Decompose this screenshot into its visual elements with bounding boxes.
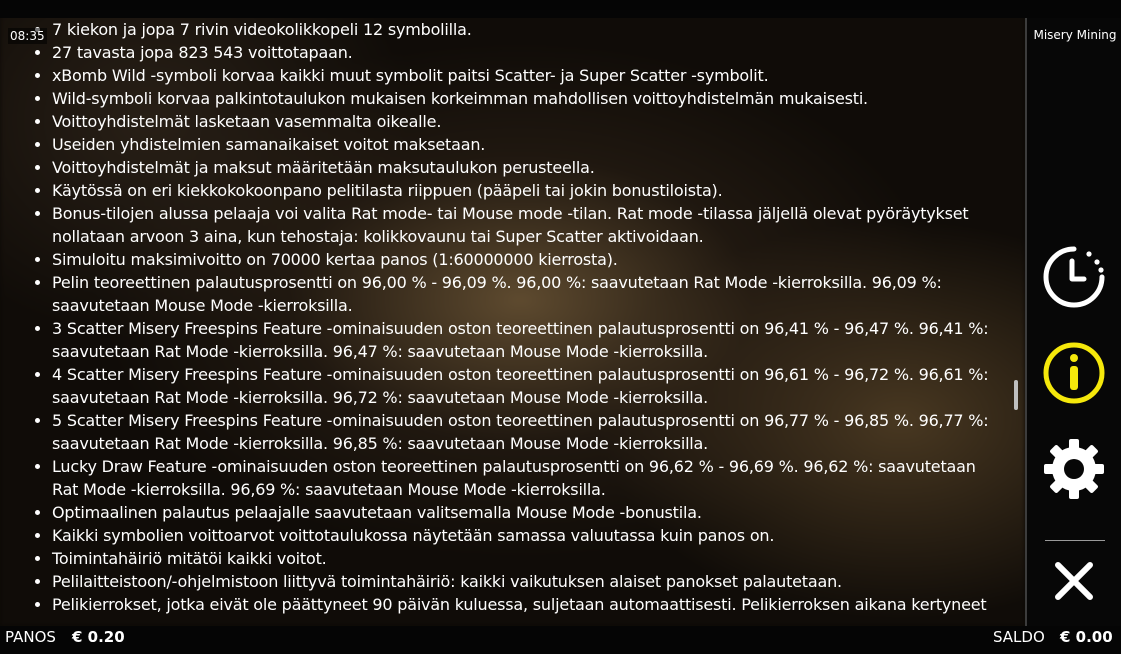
rule-item: • Bonus-tilojen alussa pelaaja voi valita Rat mode- tai Mouse mode -tilan. Rat mode -tilassa jäljellä olevat pyöräytykset nollataan arvoon 3 aina, kun tehostaja: kolikkovaunu tai Super Scatter aktivoidaan. [52, 202, 1000, 248]
rule-item: • xBomb Wild -symboli korvaa kaikki muut symbolit paitsi Scatter- ja Super Scatter -symbolit. [52, 64, 1000, 87]
rule-item: • 5 Scatter Misery Freespins Feature -ominaisuuden oston teoreettinen palautusprosentti on 96,77 % - 96,85 %. 96,77 %: saavutetaan Rat Mode -kierroksilla. 96,85 %: saavutetaan Mouse Mode -kierroksilla. [52, 409, 1000, 455]
rule-item: • Toimintahäiriö mitätöi kaikki voitot. [52, 547, 1000, 570]
rule-item: • Useiden yhdistelmien samanaikaiset voitot maksetaan. [52, 133, 1000, 156]
rule-item: • Pelin teoreettinen palautusprosentti on 96,00 % - 96,09 %. 96,00 %: saavutetaan Rat Mode -kierroksilla. 96,09 %: saavutetaan Mouse Mode -kierroksilla. [52, 271, 1000, 317]
rule-item: • Käytössä on eri kiekkokokoonpano pelitilasta riippuen (pääpeli tai jokin bonustiloista). [52, 179, 1000, 202]
close-button[interactable] [1041, 548, 1107, 614]
balance-label: SALDO [993, 628, 1045, 646]
rule-item: • Optimaalinen palautus pelaajalle saavutetaan valitsemalla Mouse Mode -bonustila. [52, 501, 1000, 524]
rules-list [30, 18, 1000, 616]
rule-item: • 3 Scatter Misery Freespins Feature -ominaisuuden oston teoreettinen palautusprosentti on 96,41 % - 96,47 %. 96,41 %: saavutetaan Rat Mode -kierroksilla. 96,47 %: saavutetaan Mouse Mode -kierroksilla. [52, 317, 1000, 363]
bottom-bar [0, 626, 1121, 654]
rule-item: • 4 Scatter Misery Freespins Feature -ominaisuuden oston teoreettinen palautusprosentti on 96,61 % - 96,72 %. 96,61 %: saavutetaan Rat Mode -kierroksilla. 96,72 %: saavutetaan Mouse Mode -kierroksilla. [52, 363, 1000, 409]
rule-item: • Simuloitu maksimivoitto on 70000 kertaa panos (1:60000000 kierrosta). [52, 248, 1000, 271]
clock-history-icon [1042, 245, 1106, 309]
rule-item: • Voittoyhdistelmät ja maksut määritetään maksutaulukon perusteella. [52, 156, 1000, 179]
settings-button[interactable] [1041, 436, 1107, 502]
rule-item: • 27 tavasta jopa 823 543 voittotapaan. [52, 41, 1000, 64]
close-icon [1052, 559, 1096, 603]
rule-item: • Wild-symboli korvaa palkintotaulukon mukaisen korkeimman mahdollisen voittoyhdistelmän mukaisesti. [52, 87, 1000, 110]
rule-item: • Pelikierrokset, jotka eivät ole päättyneet 90 päivän kuluessa, suljetaan automaattisesti. Pelikierroksen aikana kertyneet [52, 593, 1000, 616]
rule-item: • Kaikki symbolien voittoarvot voittotaulukossa näytetään samassa valuutassa kuin panos on. [52, 524, 1000, 547]
gear-icon [1042, 437, 1106, 501]
info-button[interactable] [1041, 340, 1107, 406]
history-button[interactable] [1041, 244, 1107, 310]
rule-item: • Voittoyhdistelmät lasketaan vasemmalta oikealle. [52, 110, 1000, 133]
clock: 08:35 [10, 29, 45, 43]
bet-value: € 0.20 [72, 628, 125, 646]
balance-value: € 0.00 [1060, 628, 1113, 646]
game-title: Misery Mining [1033, 28, 1117, 42]
rules-content[interactable] [30, 18, 1000, 626]
rule-item: • 7 kiekon ja jopa 7 rivin videokolikkopeli 12 symbolilla. [52, 18, 1000, 41]
rule-item: • Pelilaitteistoon/-ohjelmistoon liittyvä toimintahäiriö: kaikki vaikutuksen alaiset panokset palautetaan. [52, 570, 1000, 593]
bet-label: PANOS [5, 628, 56, 646]
rule-item: • Lucky Draw Feature -ominaisuuden oston teoreettinen palautusprosentti on 96,62 % - 96,69 %. 96,62 %: saavutetaan Rat Mode -kierroksilla. 96,69 %: saavutetaan Mouse Mode -kierroksilla. [52, 455, 1000, 501]
top-bar [0, 0, 1121, 18]
scrollbar-thumb[interactable] [1014, 380, 1018, 410]
info-icon [1042, 341, 1106, 405]
side-panel [1025, 18, 1121, 626]
side-divider [1045, 540, 1105, 541]
